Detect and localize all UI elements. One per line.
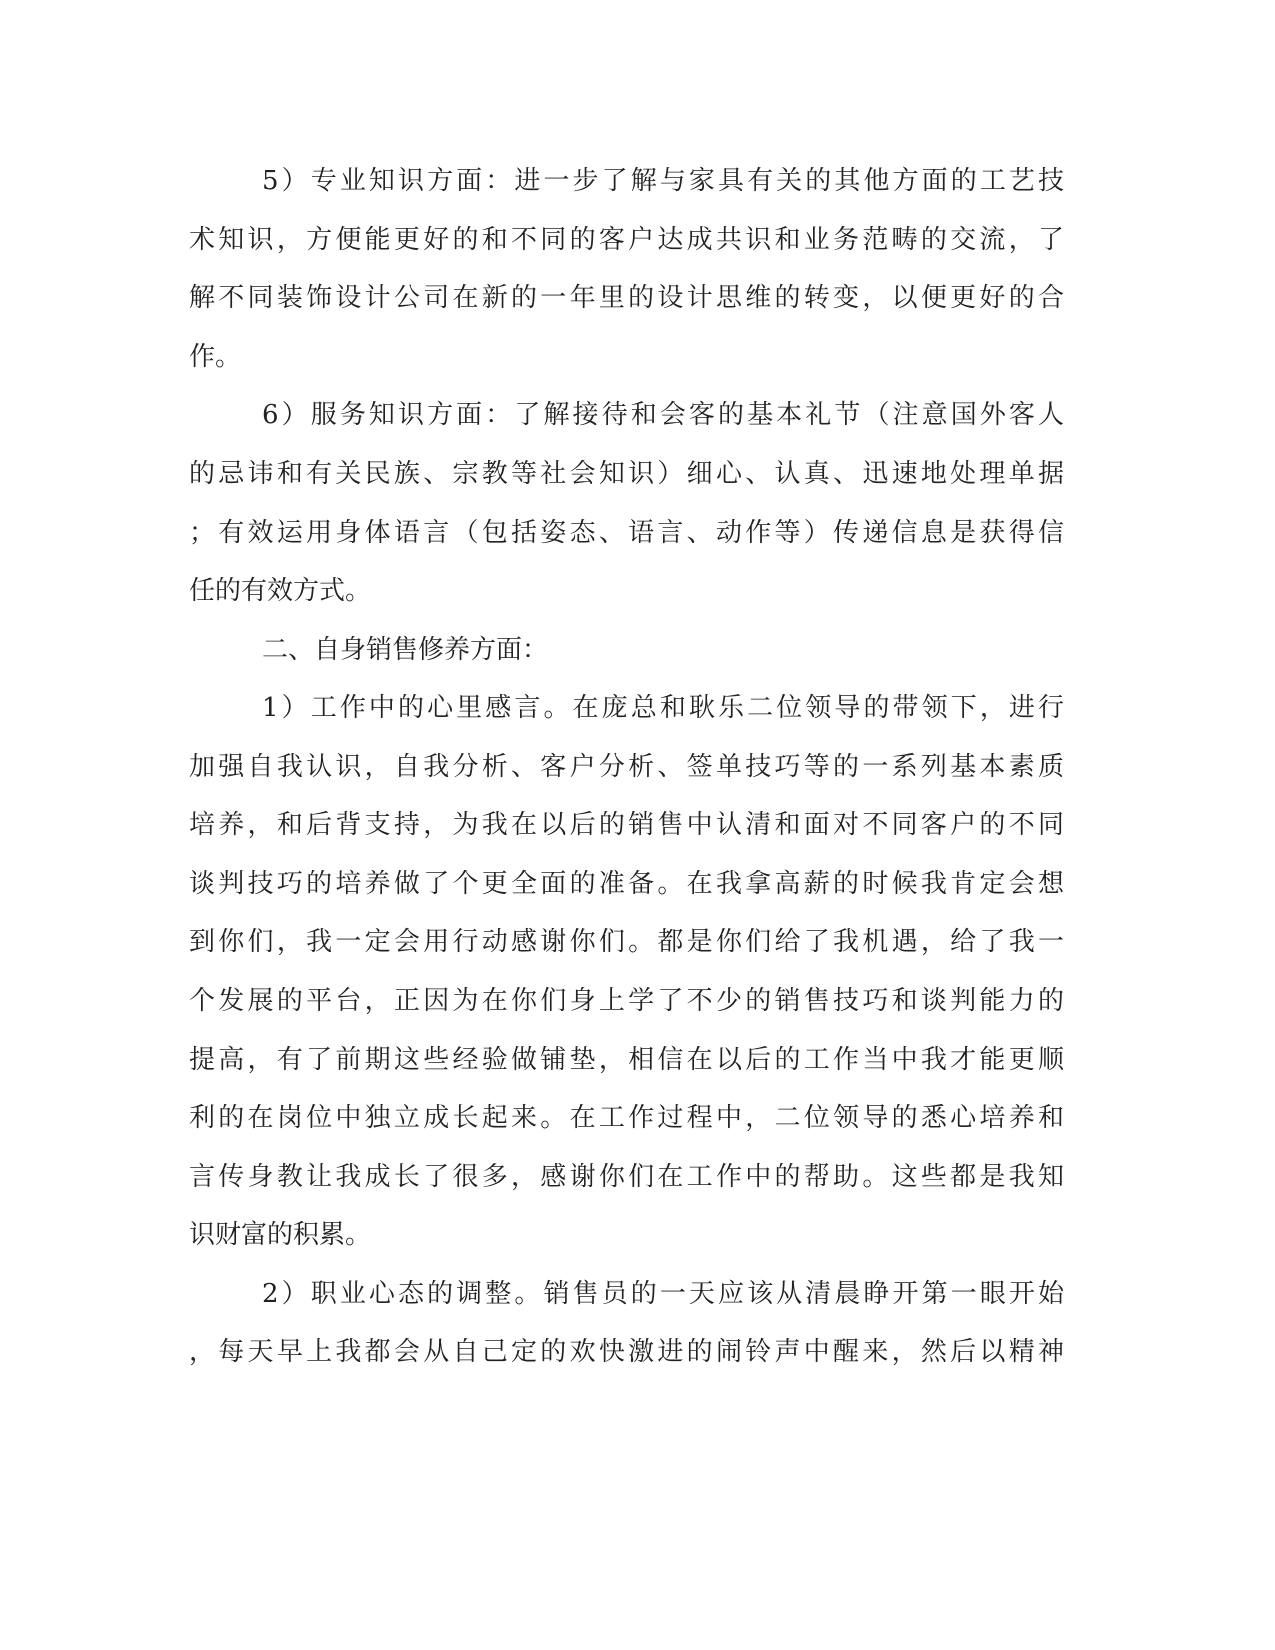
text-line: 到你们，我一定会用行动感谢你们。都是你们给了我机遇，给了我一 xyxy=(189,927,1064,957)
text-line: 5）专业知识方面：进一步了解与家具有关的其他方面的工艺技 xyxy=(262,166,1064,196)
text-line: 1）工作中的心里感言。在庞总和耿乐二位领导的带领下，进行 xyxy=(262,693,1064,723)
text-line: 加强自我认识，自我分析、客户分析、签单技巧等的一系列基本素质 xyxy=(189,752,1064,782)
text-line: 解不同装饰设计公司在新的一年里的设计思维的转变，以便更好的合 xyxy=(189,283,1064,313)
text-line: 言传身教让我成长了很多，感谢你们在工作中的帮助。这些都是我知 xyxy=(189,1162,1064,1192)
text-line: 谈判技巧的培养做了个更全面的准备。在我拿高薪的时候我肯定会想 xyxy=(189,869,1064,899)
section-heading: 二、自身销售修养方面： xyxy=(262,635,549,665)
text-line: 利的在岗位中独立成长起来。在工作过程中，二位领导的悉心培养和 xyxy=(189,1103,1064,1133)
text-line: 任的有效方式。 xyxy=(189,576,372,606)
text-line: 个发展的平台，正因为在你们身上学了不少的销售技巧和谈判能力的 xyxy=(189,986,1064,1016)
text-line: 识财富的积累。 xyxy=(189,1220,372,1250)
text-line: ，每天早上我都会从自己定的欢快激进的闹铃声中醒来，然后以精神 xyxy=(189,1337,1064,1367)
text-line: 术知识，方便能更好的和不同的客户达成共识和业务范畴的交流，了 xyxy=(189,225,1064,255)
text-line: 的忌讳和有关民族、宗教等社会知识）细心、认真、迅速地处理单据 xyxy=(189,459,1064,489)
text-line: 2）职业心态的调整。销售员的一天应该从清晨睁开第一眼开始 xyxy=(262,1279,1064,1309)
text-line: 培养，和后背支持，为我在以后的销售中认清和面对不同客户的不同 xyxy=(189,810,1064,840)
text-line: ；有效运用身体语言（包括姿态、语言、动作等）传递信息是获得信 xyxy=(189,518,1064,548)
text-line: 提高，有了前期这些经验做铺垫，相信在以后的工作当中我才能更顺 xyxy=(189,1045,1064,1075)
text-line: 作。 xyxy=(189,342,242,372)
text-line: 6）服务知识方面：了解接待和会客的基本礼节（注意国外客人 xyxy=(262,400,1064,430)
